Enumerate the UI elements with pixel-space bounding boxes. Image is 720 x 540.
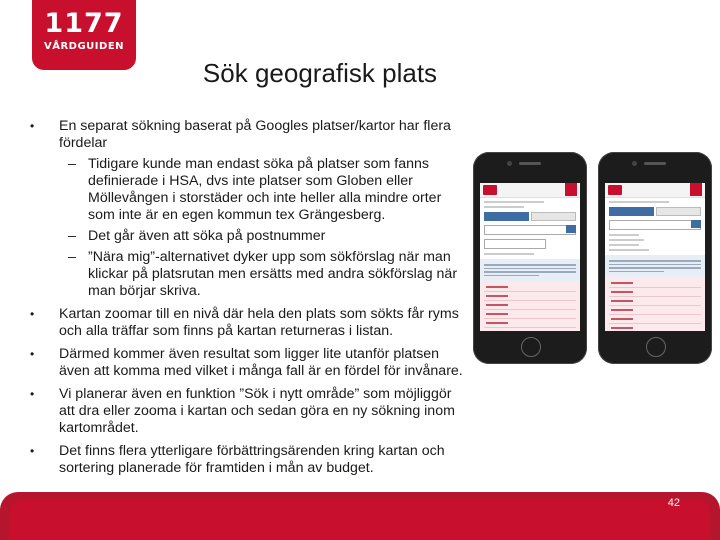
bullet-text: Därmed kommer även resultat som ligger lite utanför platsen även att komma med vilket i många fall är en fördel för invånare.: [59, 346, 463, 379]
phone-screen: [480, 183, 580, 331]
bullet-marker: •: [30, 307, 35, 321]
speaker-icon: [644, 162, 666, 165]
sub-bullet-list: [59, 156, 466, 300]
bullet-text: Vi planerar även en funktion ”Sök i nytt område” som möjliggör att dra eller zooma i kartan och sedan göra en ny sökning inom kartområdet.: [59, 386, 455, 436]
sub-bullet-text: ”Nära mig”-alternativet dyker upp som sökförslag när man klickar på platsrutan men ersätts med andra sökförslag när man börjar skriva.: [88, 249, 458, 299]
speaker-icon: [519, 162, 541, 165]
dash-marker: –: [68, 156, 76, 172]
sub-bullet-item: [26, 249, 466, 300]
bullet-item: [26, 443, 466, 477]
logo-number: 1177: [44, 8, 124, 39]
bullet-text: Det finns flera ytterligare förbättringsärenden kring kartan och sortering planerade för framtiden i mån av budget.: [59, 443, 445, 476]
camera-icon: [632, 161, 637, 166]
phone-screenshot-right: [598, 152, 712, 364]
sub-bullet-text: Tidigare kunde man endast söka på platser som fanns definierade i HSA, dvs inte platser som Globen eller Möllevången i storstäder och inte heller alla mindre orter som inte är en egen kommun tex Grängesberg.: [88, 156, 442, 223]
dash-marker: –: [68, 228, 76, 244]
sub-bullet-item: [26, 228, 466, 245]
logo-name: VÅRDGUIDEN: [43, 41, 125, 52]
slide-title: Sök geografisk plats: [202, 58, 438, 88]
sub-bullet-text: Det går även att söka på postnummer: [88, 228, 326, 244]
home-button-icon: [521, 337, 541, 357]
bullet-marker: •: [30, 119, 35, 133]
phone-screenshot-left: [473, 152, 587, 364]
camera-icon: [507, 161, 512, 166]
bullet-list: [26, 118, 466, 483]
dash-marker: –: [68, 249, 76, 265]
page-number: 42: [667, 497, 680, 509]
bullet-text: En separat sökning baserat på Googles platser/kartor har flera fördelar: [59, 118, 451, 151]
bullet-marker: •: [30, 444, 35, 458]
phone-screen: [605, 183, 705, 331]
footer-bar-inner: [10, 500, 710, 540]
footer-bar: [0, 492, 720, 540]
bullet-item: [26, 386, 466, 437]
bullet-marker: •: [30, 347, 35, 361]
bullet-item: [26, 306, 466, 340]
bullet-text: Kartan zoomar till en nivå där hela den plats som sökts får ryms och alla träffar som finns på kartan returneras i listan.: [59, 306, 459, 339]
bullet-marker: •: [30, 387, 35, 401]
sub-bullet-item: [26, 156, 466, 224]
bullet-item: [26, 346, 466, 380]
bullet-item: [26, 118, 466, 300]
home-button-icon: [646, 337, 666, 357]
